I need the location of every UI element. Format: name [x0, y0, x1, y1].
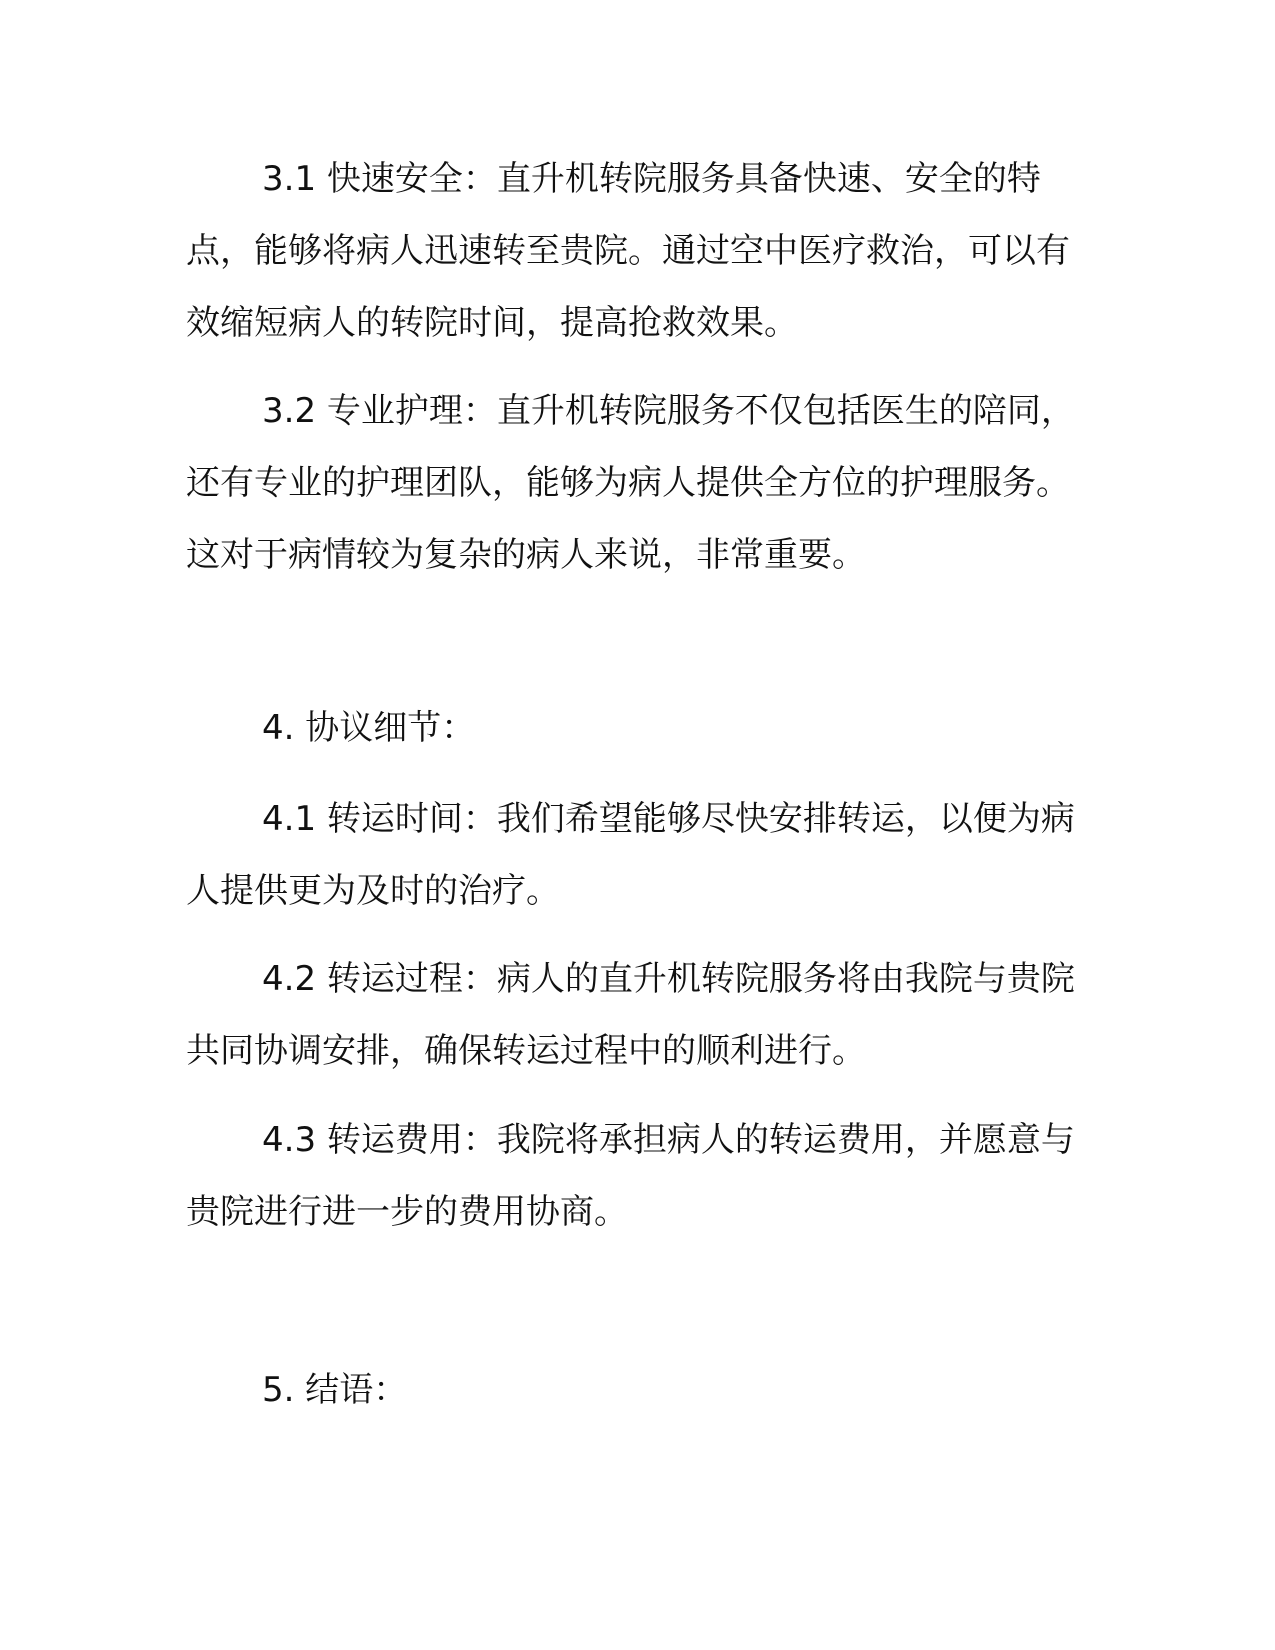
section-heading-5: 5. 结语：	[262, 1370, 408, 1410]
paragraph-4-2: 4.2 转运过程：病人的直升机转院服务将由我院与贵院共同协调安排，确保转运过程中的顺利进行。	[186, 959, 1075, 1071]
section-heading-4: 4. 协议细节：	[262, 708, 476, 748]
paragraph-4-1: 4.1 转运时间：我们希望能够尽快安排转运，以便为病人提供更为及时的治疗。	[186, 799, 1075, 911]
paragraph-4-3: 4.3 转运费用：我院将承担病人的转运费用，并愿意与贵院进行进一步的费用协商。	[186, 1120, 1075, 1232]
paragraph-3-2: 3.2 专业护理：直升机转院服务不仅包括医生的陪同，还有专业的护理团队，能够为病人提供全方位的护理服务。这对于病情较为复杂的病人来说，非常重要。	[186, 391, 1075, 575]
paragraph-3-1: 3.1 快速安全：直升机转院服务具备快速、安全的特点，能够将病人迅速转至贵院。通过空中医疗救治，可以有效缩短病人的转院时间，提高抢救效果。	[186, 159, 1070, 343]
